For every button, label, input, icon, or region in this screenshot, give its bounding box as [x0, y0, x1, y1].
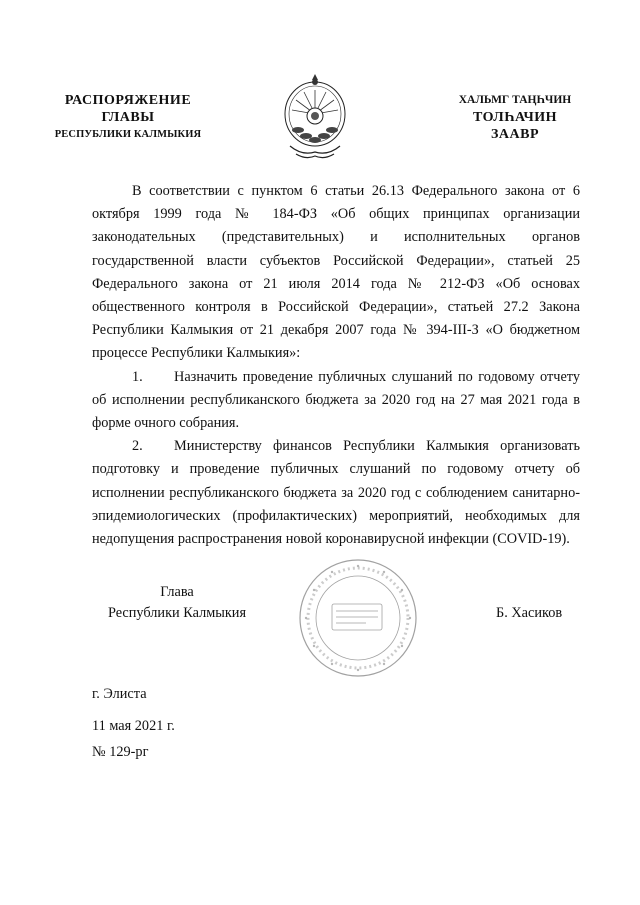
signatory-title	[92, 582, 262, 624]
header-left-line2: ГЛАВЫ	[101, 110, 155, 125]
round-seal-icon	[296, 556, 420, 680]
list-item	[92, 366, 580, 436]
document-number: № 129-рг	[92, 744, 149, 760]
signatory-title-line2: Республики Калмыкия	[107, 605, 247, 621]
order-body	[92, 180, 580, 551]
header-right-line1: ХАЛЬМГ ТАҢҺЧИН	[458, 94, 572, 106]
emblem-of-kalmykia-icon	[276, 70, 354, 166]
signatory-title-line1: Глава	[160, 584, 194, 600]
place-of-issue: г. Элиста	[92, 686, 147, 702]
header-right-line3: ЗААВР	[491, 127, 539, 142]
preamble-paragraph: В соответствии с пунктом 6 статьи 26.13 Федерального закона от 6 октября 1999 года № 184-ФЗ «Об общих принципах организации законодательных (представительных) и исполнительных органов государственной власти субъектов Российской Федерации», статьей 25 Федерального закона от 21 июля 2014 года № 212-ФЗ «Об основах общественного контроля в Российской Федерации», статьей 27.2 Закона Республики Калмыкия от 21 декабря 2007 года № 394-III-З «О бюджетном процессе Республики Калмыкия»:	[92, 183, 580, 362]
item-text: Министерству финансов Республики Калмыкия организовать подготовку и проведение публичных слушаний по годовому отчету об исполнении республиканского бюджета за 2020 год с соблюдением санитарно-эпидемиологических (профилактических) мероприятий, необходимых для недопущения распространения новой коронавирусной инфекции (COVID-19).	[92, 438, 580, 548]
issue-date: 11 мая 2021 г.	[92, 718, 175, 734]
header-left-block	[48, 92, 208, 143]
header-left-line1: РАСПОРЯЖЕНИЕ	[64, 93, 192, 108]
item-text: Назначить проведение публичных слушаний по годовому отчету об исполнении республиканского бюджета за 2020 год на 27 мая 2021 года в форме очного собрания.	[92, 368, 580, 432]
item-number: 2.	[132, 438, 143, 455]
header-right-block	[440, 92, 590, 143]
item-number: 1.	[132, 368, 143, 385]
header-left-line3: РЕСПУБЛИКИ КАЛМЫКИЯ	[54, 129, 202, 140]
list-item	[92, 435, 580, 551]
header-right-line2: ТОЛҺАЧИН	[472, 110, 558, 125]
signatory-name: Б. Хасиков	[496, 605, 563, 621]
